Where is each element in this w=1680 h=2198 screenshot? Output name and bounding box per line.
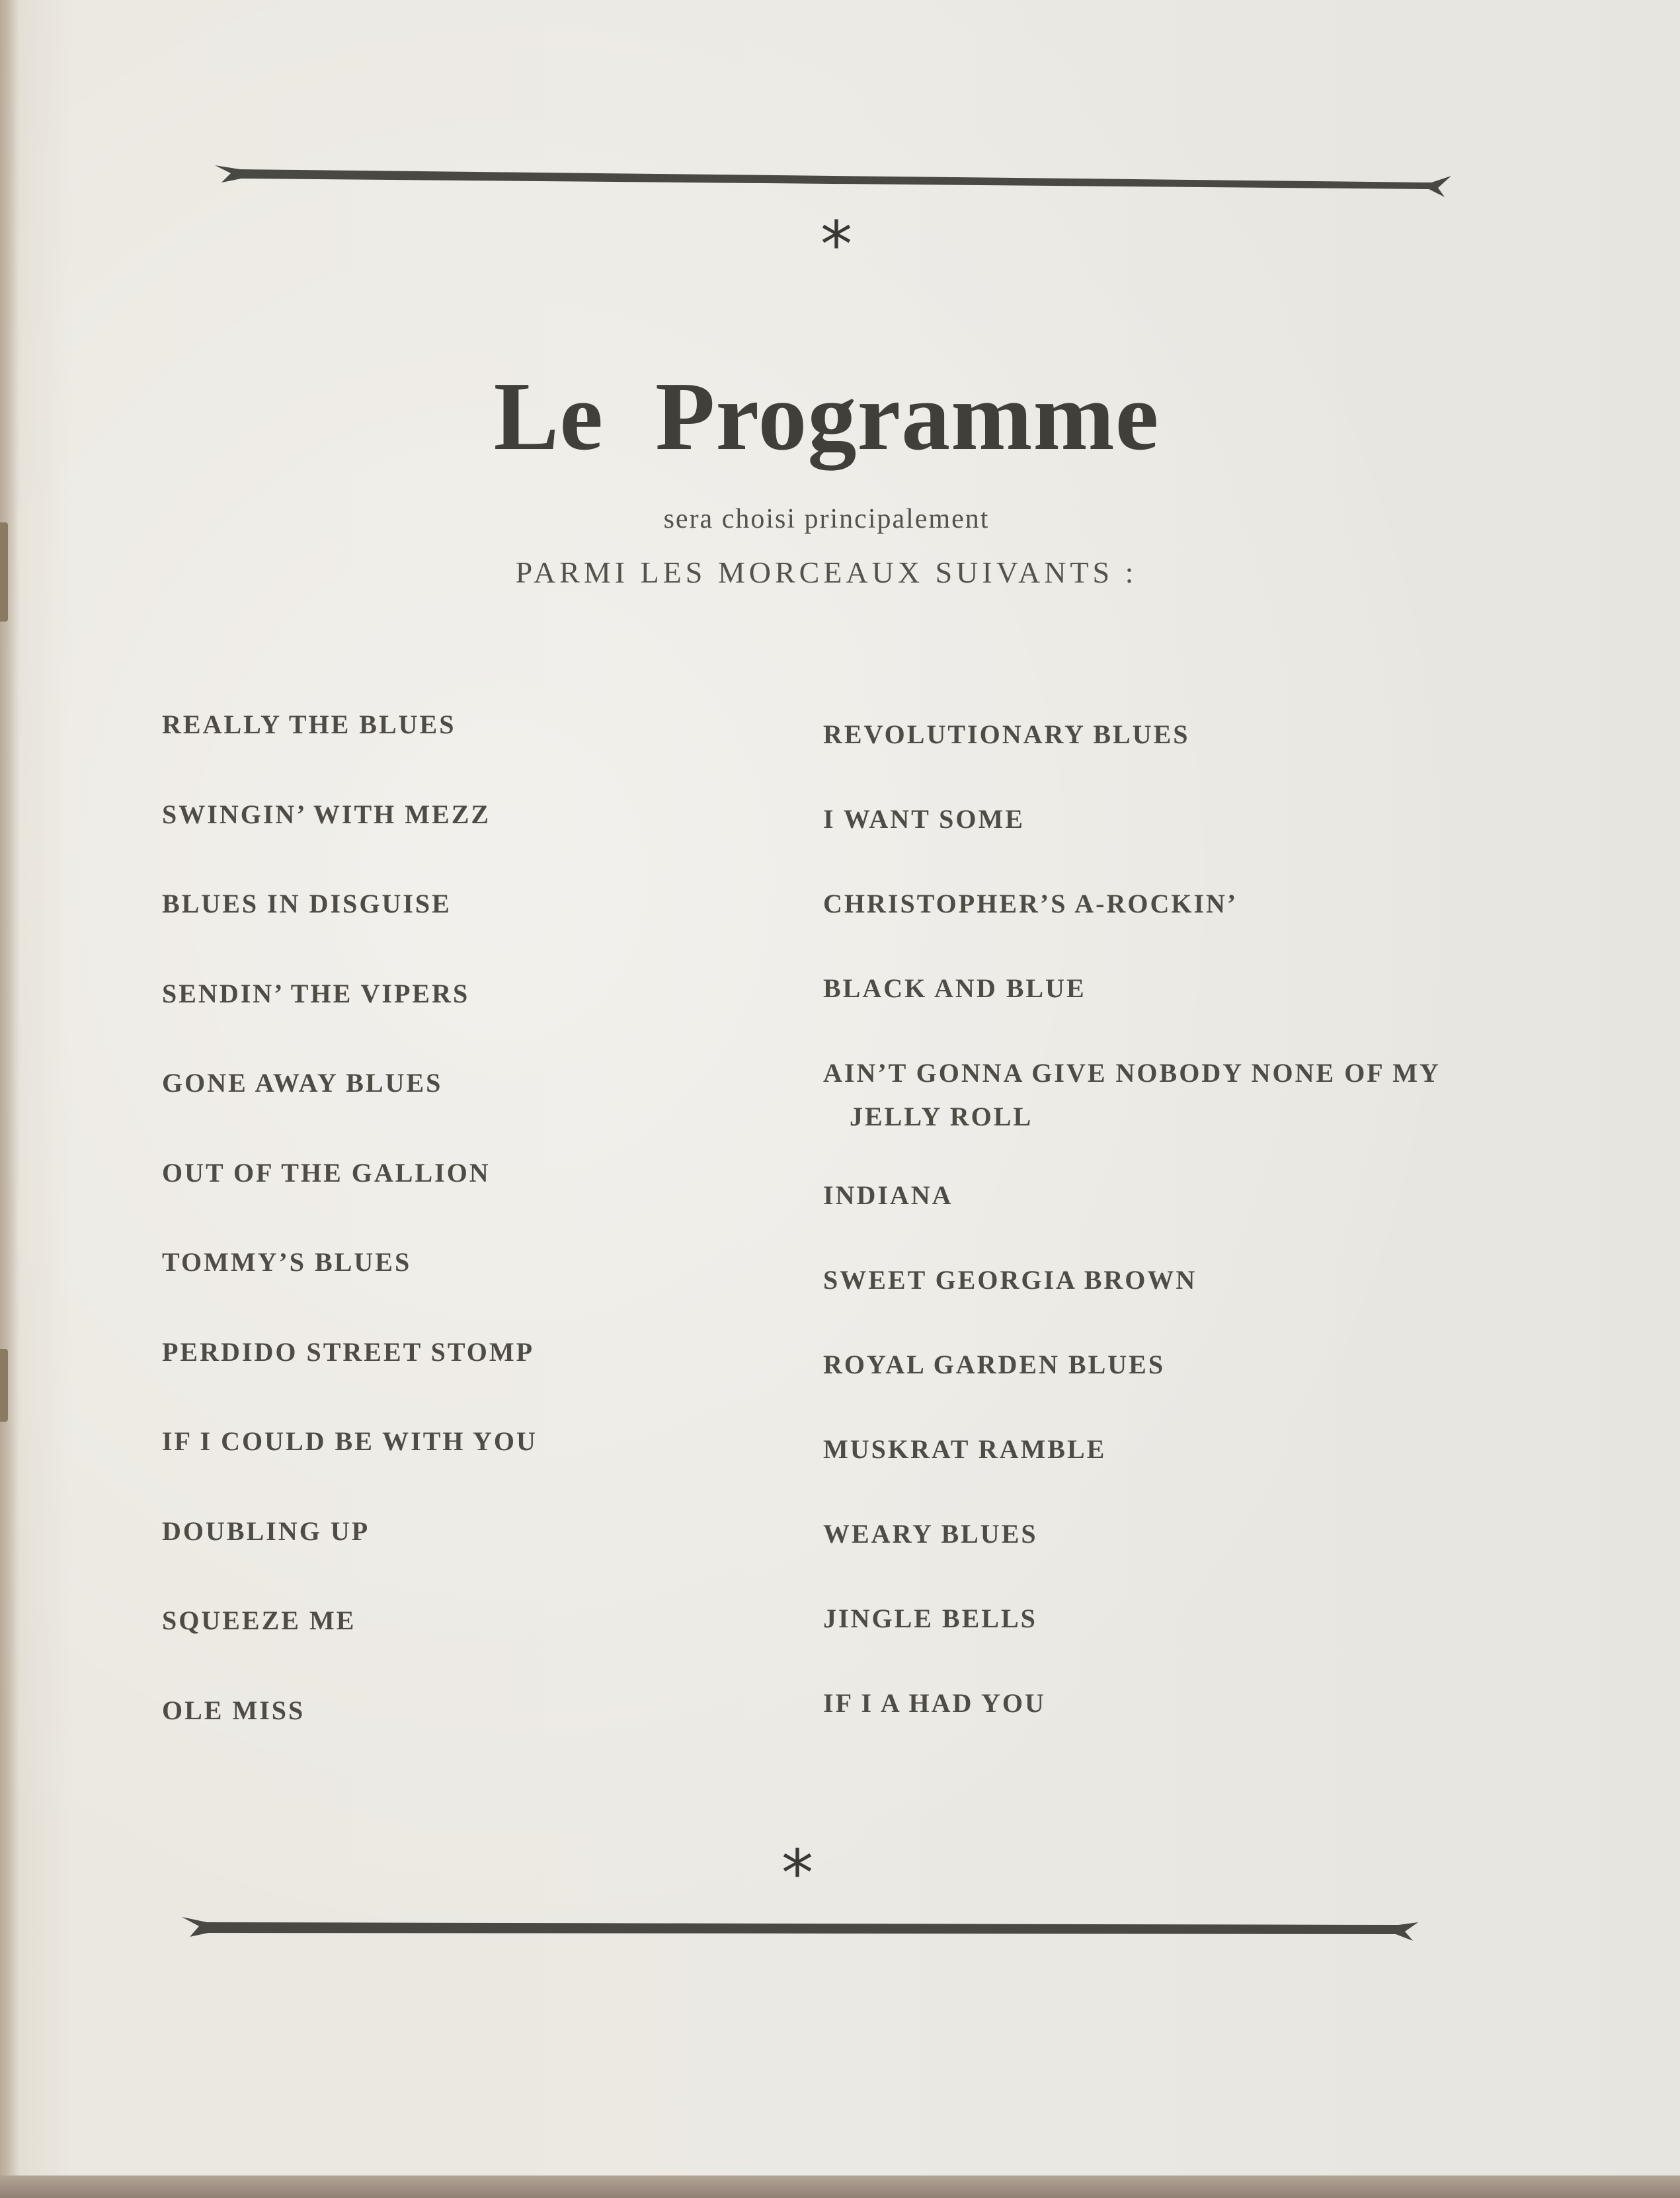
song-item: JINGLE BELLS bbox=[823, 1604, 1037, 1633]
page-bottom-edge bbox=[0, 2176, 1680, 2198]
page-subtitle: sera choisi principalement bbox=[663, 504, 990, 534]
song-line-continuation: JELLY ROLL bbox=[850, 1102, 1033, 1131]
song-line: AIN’T GONNA GIVE NOBODY NONE OF MY bbox=[823, 1058, 1441, 1088]
bottom-asterisk-ornament: * bbox=[781, 1836, 813, 1910]
song-item: OUT OF THE GALLION bbox=[162, 1157, 491, 1188]
song-item: IF I COULD BE WITH YOU bbox=[162, 1426, 538, 1456]
song-item: WEARY BLUES bbox=[823, 1519, 1038, 1549]
list-heading: PARMI LES MORCEAUX SUIVANTS : bbox=[515, 555, 1138, 589]
song-list-right bbox=[823, 716, 1484, 1770]
top-asterisk-ornament: * bbox=[820, 208, 852, 282]
song-item: TOMMY’S BLUES bbox=[162, 1247, 412, 1277]
song-item: REVOLUTIONARY BLUES bbox=[823, 719, 1190, 749]
binding-staple bbox=[0, 1349, 8, 1422]
song-item: I WANT SOME bbox=[823, 804, 1025, 834]
song-item: MUSKRAT RAMBLE bbox=[823, 1434, 1107, 1464]
bottom-decorative-rule bbox=[182, 1908, 1418, 1961]
song-item: DOUBLING UP bbox=[162, 1516, 370, 1546]
song-item: BLACK AND BLUE bbox=[823, 973, 1086, 1003]
page-title: Le Programme bbox=[493, 362, 1160, 471]
song-item: BLUES IN DISGUISE bbox=[162, 889, 452, 918]
song-item: SWINGIN’ WITH MEZZ bbox=[162, 799, 491, 829]
song-item: OLE MISS bbox=[162, 1695, 305, 1725]
song-item: INDIANA bbox=[823, 1180, 953, 1210]
song-item-two-line bbox=[823, 1055, 1484, 1177]
song-item: GONE AWAY BLUES bbox=[162, 1068, 443, 1098]
song-item: IF I A HAD YOU bbox=[823, 1688, 1046, 1718]
page-edge-shadow bbox=[0, 0, 20, 2198]
song-item: SWEET GEORGIA BROWN bbox=[823, 1265, 1197, 1295]
song-item: SENDIN’ THE VIPERS bbox=[162, 978, 470, 1008]
top-decorative-rule bbox=[215, 156, 1451, 209]
song-item: CHRISTOPHER’S A-ROCKIN’ bbox=[823, 889, 1238, 918]
song-item: REALLY THE BLUES bbox=[162, 710, 456, 739]
song-item: PERDIDO STREET STOMP bbox=[162, 1336, 535, 1367]
song-list-left bbox=[162, 706, 823, 1781]
song-item: SQUEEZE ME bbox=[162, 1606, 356, 1635]
song-item: ROYAL GARDEN BLUES bbox=[823, 1350, 1166, 1379]
